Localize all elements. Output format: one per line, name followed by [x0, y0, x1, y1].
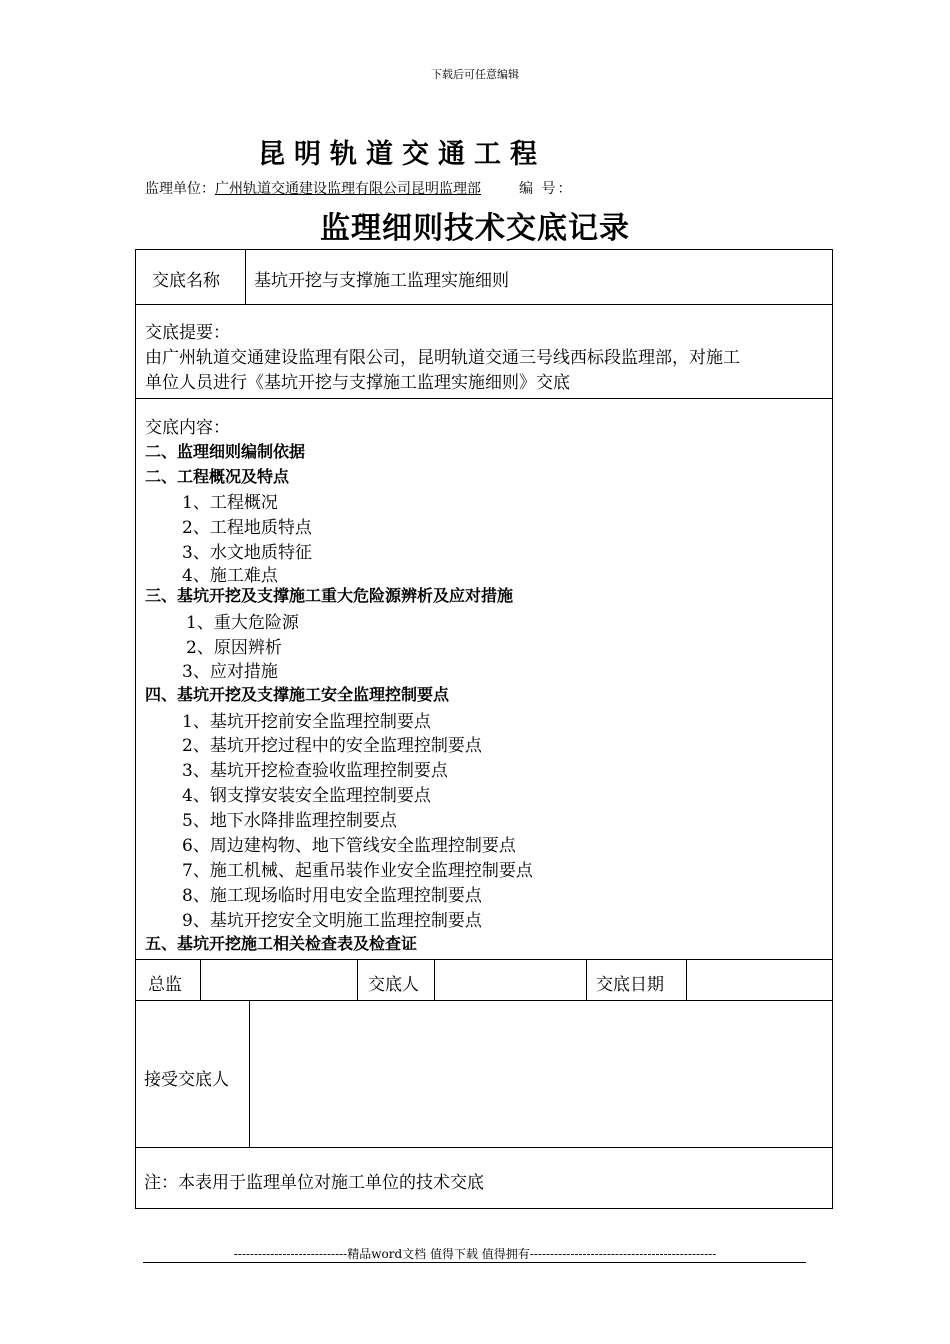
content-heading: 三、基坑开挖及支撑施工重大危险源辨析及应对措施	[145, 586, 514, 605]
supervisor-label: 监理单位：	[145, 181, 215, 197]
supervisor-name: 广州轨道交通建设监理有限公司昆明监理部	[215, 181, 481, 197]
content-item: 3、基坑开挖检查验收监理控制要点	[182, 761, 448, 781]
footer-rule	[143, 1262, 806, 1263]
content-item: 7、施工机械、起重吊装作业安全监理控制要点	[182, 861, 533, 881]
name-value: 基坑开挖与支撑施工监理实施细则	[254, 271, 509, 291]
divider	[136, 304, 832, 305]
content-item: 5、地下水降排监理控制要点	[182, 811, 397, 831]
divider	[586, 959, 587, 1000]
table-note: 注：本表用于监理单位对施工单位的技术交底	[144, 1173, 484, 1193]
content-label: 交底内容：	[145, 418, 230, 438]
content-item: 2、原因辨析	[186, 638, 282, 658]
content-item: 1、工程概况	[182, 493, 278, 513]
chief-label: 总监	[148, 975, 182, 995]
content-item: 2、基坑开挖过程中的安全监理控制要点	[182, 736, 482, 756]
divider	[136, 1147, 832, 1148]
project-title: 昆明轨道交通工程	[258, 139, 546, 170]
supervisor-line	[145, 178, 573, 198]
content-item: 4、施工难点	[182, 566, 278, 586]
name-label: 交底名称	[152, 271, 220, 291]
divider	[136, 959, 832, 960]
content-item: 1、重大危险源	[186, 613, 299, 633]
footer-text: ----------------------------精品word文档 值得下载 值得拥有----------------------------------------------	[233, 1247, 717, 1261]
divider	[245, 250, 246, 304]
content-heading: 五、基坑开挖施工相关检查表及检查证	[145, 934, 418, 953]
content-item: 2、工程地质特点	[182, 518, 312, 538]
content-heading: 二、监理细则编制依据	[145, 442, 306, 461]
content-item: 4、钢支撑安装安全监理控制要点	[182, 786, 431, 806]
divider	[434, 959, 435, 1000]
divider	[249, 1000, 250, 1147]
content-heading: 四、基坑开挖及支撑施工安全监理控制要点	[145, 685, 450, 704]
summary-line: 单位人员进行《基坑开挖与支撑施工监理实施细则》交底	[145, 373, 570, 393]
header-note: 下载后可任意编辑	[431, 68, 519, 81]
content-heading: 二、工程概况及特点	[145, 467, 290, 486]
content-item: 6、周边建构物、地下管线安全监理控制要点	[182, 836, 516, 856]
content-item: 8、施工现场临时用电安全监理控制要点	[182, 886, 482, 906]
divider	[136, 398, 832, 399]
divider	[136, 1000, 832, 1001]
content-item: 9、基坑开挖安全文明施工监理控制要点	[182, 911, 482, 931]
divider	[200, 959, 201, 1000]
summary-label: 交底提要：	[145, 323, 230, 343]
content-item: 3、水文地质特征	[182, 543, 312, 563]
divider	[686, 959, 687, 1000]
date-label: 交底日期	[596, 975, 664, 995]
divider	[357, 959, 358, 1000]
record-title: 监理细则技术交底记录	[320, 211, 630, 246]
content-item: 1、基坑开挖前安全监理控制要点	[182, 712, 431, 732]
record-table	[135, 249, 833, 1209]
number-label: 编 号：	[519, 181, 574, 197]
presenter-label: 交底人	[368, 975, 419, 995]
receiver-label: 接受交底人	[144, 1070, 229, 1090]
content-item: 3、应对措施	[182, 662, 278, 682]
summary-line: 由广州轨道交通建设监理有限公司，昆明轨道交通三号线西标段监理部，对施工	[145, 348, 740, 368]
